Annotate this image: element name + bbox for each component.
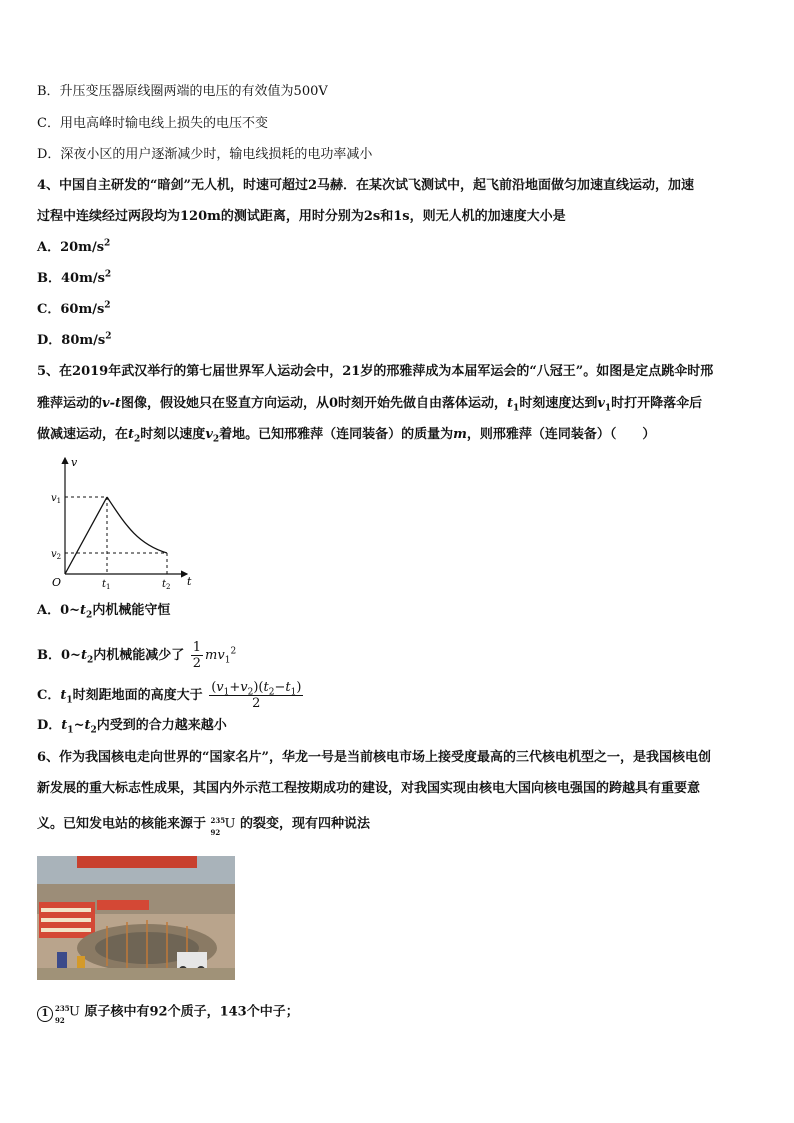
graph-deceleration-curve [107, 497, 167, 553]
q4-stem-line1: 4、中国自主研发的“暗剑”无人机，时速可超过2马赫．在某次试飞测试中，起飞前沿地面做匀加速直线运动，加速 [37, 178, 695, 193]
q4-option-c: C．$60m/s^2$ [37, 300, 111, 317]
graph-origin-label: O [52, 576, 62, 589]
q4-option-a: A．$20m/s^2$ [37, 238, 111, 255]
construction-site-photo [37, 856, 235, 980]
graph-v2-label: $v_2$ [51, 549, 62, 561]
q4-option-d: D．$80m/s^2$ [37, 331, 112, 348]
q5-stem-line1: 5、在2019年武汉举行的第七届世界军人运动会中，21岁的邢雅萍成为本届军运会的“八冠王”。如图是定点跳伞时邢 [37, 364, 714, 379]
q4-stem-line2: 过程中连续经过两段均为120m的测试距离，用时分别为2s和1s，则无人机的加速度大小是 [37, 209, 566, 224]
vt-graph [37, 452, 197, 590]
uranium-nuclide: 235 92 [210, 816, 226, 837]
q4-option-b: B．$40m/s^2$ [37, 269, 112, 286]
q5-option-a: A．$0\sim t_2$内机械能守恒 [37, 603, 171, 621]
q6-stem-line1: 6、作为我国核电走向世界的“国家名片”，华龙一号是当前核电市场上接受度最高的三代核电机型之一，是我国核电创 [37, 750, 712, 765]
q5-option-b: B．$0\sim t_2$内机械能减少了 $\frac{1}{2}$ $mv_1^2$ [37, 640, 237, 671]
graph-t1-label: $t_1$ [102, 579, 111, 590]
graph-v-label: v [71, 456, 78, 469]
q5-option-d: D．$t_1\sim t_2$内受到的合力越来越小 [37, 718, 227, 736]
q5-option-c: C．$t_1$时刻距地面的高度大于 $\frac{(v_1+v_2)(t_2-t_1)}{2}$ [37, 680, 302, 711]
q5-stem-line3: 做减速运动，在$t_2$时刻以速度$v_2$着地。已知邢雅萍（连同装备）的质量为m，则邢雅萍（连同装备）（ ） [37, 427, 656, 445]
graph-t-label: t [187, 575, 192, 588]
q5-stem-line2: 雅萍运动的v-t图像，假设她只在竖直方向运动，从0时刻开始先做自由落体运动，$t_1$时刻速度达到$v_1$时打开降落伞后 [37, 396, 703, 414]
q3-option-b: B．升压变压器原线圈两端的电压的有效值为500V [37, 84, 328, 99]
q3-option-c: C．用电高峰时输电线上损失的电压不变 [37, 116, 268, 131]
q6-stem-line2: 新发展的重大标志性成果，其国内外示范工程按期成功的建设，对我国实现由核电大国向核电强国的跨越具有重要意 [37, 781, 701, 796]
q6-stem-line3: 义。已知发电站的核能来源于 235 92 U 的裂变，现有四种说法 [37, 816, 371, 837]
q3-option-d: D．深夜小区的用户逐渐减少时，输电线损耗的电功率减小 [37, 147, 373, 162]
graph-t2-label: $t_2$ [162, 579, 171, 590]
graph-freefall-line [65, 497, 107, 574]
q6-statement-1: 1 235 92 U 原子核中有92个质子，143个中子； [37, 1004, 299, 1022]
graph-v1-label: $v_1$ [51, 493, 62, 505]
